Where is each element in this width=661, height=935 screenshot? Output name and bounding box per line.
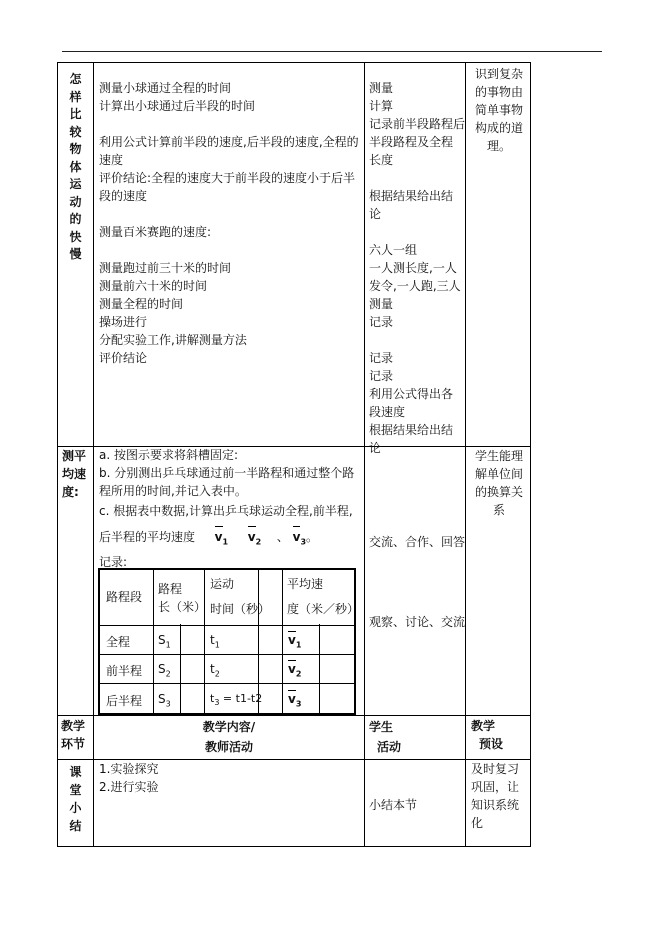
title-char: 怎 (69, 72, 82, 86)
title-char: 运 (69, 177, 82, 191)
content-line: 测量小球通过全程的时间 (99, 81, 232, 95)
section2-design (466, 447, 532, 519)
record-table (98, 568, 360, 715)
title-char: 结 (69, 819, 82, 833)
row-segment: 前半程 (106, 664, 143, 678)
col-divider-2 (364, 63, 365, 846)
content-line: 利用公式计算前半段的速度,后半段的速度,全程的 (99, 135, 359, 149)
record-row-divider (100, 654, 354, 655)
row-divider-2 (58, 715, 530, 716)
content-line (99, 241, 361, 259)
content-line: 评价结论:全程的速度大于前半段的速度小于后半 (99, 171, 356, 185)
header-line: 教学 (61, 719, 86, 733)
title-char: 样 (69, 89, 82, 104)
student-line: 长度 (369, 153, 394, 167)
title-line: 测平 (62, 449, 87, 463)
design-line: 巩固，让 (471, 780, 520, 794)
content-line: 2.进行实验 (99, 780, 159, 794)
row-speed (288, 692, 301, 708)
content-line: 测量前六十米的时间 (99, 279, 208, 293)
lesson-table (57, 62, 531, 847)
content-line: 测量全程的时间 (99, 297, 184, 311)
header-line: 学生 (369, 720, 394, 734)
header-length: 路程 (158, 582, 183, 596)
header-line: 教师活动 (204, 740, 253, 754)
end-mark: 。 (306, 530, 319, 544)
student-line: 利用公式得出各 (369, 387, 454, 401)
summary-student: 小结本节 (369, 798, 418, 812)
student-line: 论 (369, 441, 382, 455)
content-line: 分配实验工作,讲解测量方法 (99, 333, 247, 347)
avg-speed-line (99, 528, 361, 551)
row-speed (288, 662, 301, 678)
speed-subscript: 3 (295, 699, 302, 709)
header-col2 (94, 717, 364, 757)
student-line: 测量 (369, 297, 394, 311)
student-line: 测量 (369, 81, 394, 95)
length-symbol: S (158, 662, 166, 676)
row-segment: 全程 (106, 635, 131, 649)
content-line: 操场进行 (99, 315, 148, 329)
header-line: 教学 (471, 719, 496, 733)
row-length (158, 692, 171, 708)
row-speed (288, 633, 301, 649)
content-line: 速度 (99, 153, 124, 167)
design-line: 简单事物 (474, 103, 523, 117)
v1-subscript: 1 (222, 537, 229, 547)
title-char: 比 (69, 107, 82, 121)
design-line: 系 (492, 503, 505, 517)
length-symbol: S (158, 633, 166, 647)
design-line: 化 (471, 816, 484, 830)
student-line (369, 169, 463, 187)
student-line: 记录 (369, 369, 394, 383)
student-line: 段速度 (369, 405, 406, 419)
student-line: 计算 (369, 99, 394, 113)
v2-subscript: 2 (255, 537, 262, 547)
title-char: 动 (69, 194, 82, 209)
time-symbol: t (210, 662, 215, 676)
section2-student-2: 观察、讨论、交流 (369, 615, 466, 629)
student-line: 论 (369, 207, 382, 221)
avg-speed-prefix: 后半程的平均速度 (99, 530, 196, 544)
header-speed: 平均速 (287, 577, 324, 591)
record-label: 记录: (99, 555, 128, 570)
header-merge-mask (155, 570, 203, 624)
section2-content (99, 446, 361, 571)
header-speed-unit: 度（米／秒） (287, 602, 360, 616)
design-line: 构成的道 (474, 121, 523, 135)
v-symbol: v (288, 633, 296, 647)
title-char: 体 (69, 159, 82, 174)
content-line: 计算出小球通过后半段的时间 (99, 99, 256, 113)
row-length (158, 662, 171, 678)
section2-student-1: 交流、合作、回答 (369, 535, 466, 549)
student-line: 六人一组 (369, 243, 418, 257)
content-line: 1.实验探究 (99, 762, 159, 776)
student-line: 根据结果给出结 (369, 189, 454, 203)
content-line: 评价结论 (99, 351, 148, 365)
header-rule (62, 51, 602, 52)
content-line: 程所用的时间,并记入表中。 (99, 484, 247, 498)
content-line (99, 205, 361, 223)
section1-design (466, 65, 532, 155)
title-char: 课 (69, 765, 82, 779)
v-symbol: v (288, 662, 296, 676)
header-col3 (369, 717, 465, 757)
v2-symbol: v (247, 530, 256, 544)
header-line: 活动 (377, 740, 402, 754)
title-char: 物 (69, 142, 82, 156)
row-time (210, 633, 220, 649)
student-line: 根据结果给出结 (369, 423, 454, 437)
time-subscript: 1 (214, 640, 220, 650)
student-line (369, 223, 463, 241)
length-subscript: 3 (165, 699, 171, 709)
record-row-divider (100, 683, 354, 684)
content-line: b. 分别测出乒乓球通过前一半路程和通过整个路 (99, 466, 355, 480)
section1-content (99, 79, 361, 367)
section1-title (58, 71, 93, 264)
title-char: 慢 (69, 247, 82, 261)
header-time: 运动 (210, 577, 235, 591)
design-line: 学生能理 (474, 449, 523, 463)
row-time (210, 692, 262, 707)
student-line: 记录 (369, 351, 394, 365)
speed-subscript: 2 (295, 669, 302, 679)
student-line: 记录 (369, 315, 394, 329)
summary-title (58, 763, 93, 835)
time-symbol: t (210, 692, 215, 705)
title-char: 堂 (69, 783, 82, 797)
section2-title (62, 447, 92, 501)
student-line: 发令,一人跑,三人 (369, 279, 461, 293)
separator: 、 (276, 530, 289, 544)
header-segment: 路程段 (106, 590, 143, 604)
header-col1 (61, 717, 93, 753)
content-line: 测量跑过前三十米的时间 (99, 261, 232, 275)
section1-student (369, 79, 466, 457)
design-line: 理。 (486, 139, 511, 153)
content-line: 测量百米赛跑的速度: (99, 225, 212, 239)
header-line: 预设 (479, 737, 504, 751)
content-line: c. 根据表中数据,计算出乒乓球运动全程,前半程, (99, 504, 353, 518)
content-line (99, 115, 361, 133)
record-col-divider (204, 570, 205, 713)
speed-subscript: 1 (295, 640, 302, 650)
record-row-divider (100, 625, 354, 626)
time-symbol: t (210, 633, 215, 647)
content-line: a. 按图示要求将斜槽固定: (99, 448, 239, 462)
length-subscript: 2 (165, 669, 171, 679)
design-line: 识到复杂 (474, 67, 523, 81)
student-line: 记录前半段路程后 (369, 117, 466, 131)
design-line: 解单位间 (474, 467, 523, 481)
header-line: 环节 (61, 737, 86, 751)
time-subscript: 3 (214, 698, 220, 708)
row-segment: 后半程 (106, 694, 143, 708)
v1-symbol: v (214, 530, 223, 544)
length-subscript: 1 (165, 640, 171, 650)
design-line: 及时复习 (471, 762, 520, 776)
v3-subscript: 3 (300, 537, 307, 547)
length-symbol: S (158, 692, 166, 706)
title-char: 的 (69, 212, 82, 226)
header-length-unit: 长（米） (158, 600, 207, 614)
header-col4 (471, 717, 531, 753)
design-line: 的事物由 (474, 85, 523, 99)
record-col-divider (153, 570, 154, 713)
row-length (158, 633, 171, 649)
content-line: 段的速度 (99, 189, 148, 203)
title-char: 快 (69, 229, 82, 244)
time-formula: = t1-t2 (219, 692, 263, 705)
v3-symbol: v (292, 530, 301, 544)
title-line: 度: (62, 485, 79, 499)
summary-design (471, 760, 531, 832)
title-char: 较 (69, 124, 82, 139)
design-line: 知识系统 (471, 798, 520, 812)
row-time (210, 662, 220, 678)
header-time-unit: 时间（秒） (210, 602, 271, 616)
summary-content (99, 760, 361, 796)
time-subscript: 2 (214, 669, 220, 679)
header-line: 教学内容/ (202, 720, 256, 734)
student-line (369, 331, 463, 349)
student-line: 一人测长度,一人 (369, 261, 457, 275)
student-line: 半段路程及全程 (369, 135, 454, 149)
v-symbol: v (288, 692, 296, 706)
title-line: 均速 (62, 467, 87, 481)
title-char: 小 (69, 801, 82, 815)
design-line: 的换算关 (474, 485, 523, 499)
